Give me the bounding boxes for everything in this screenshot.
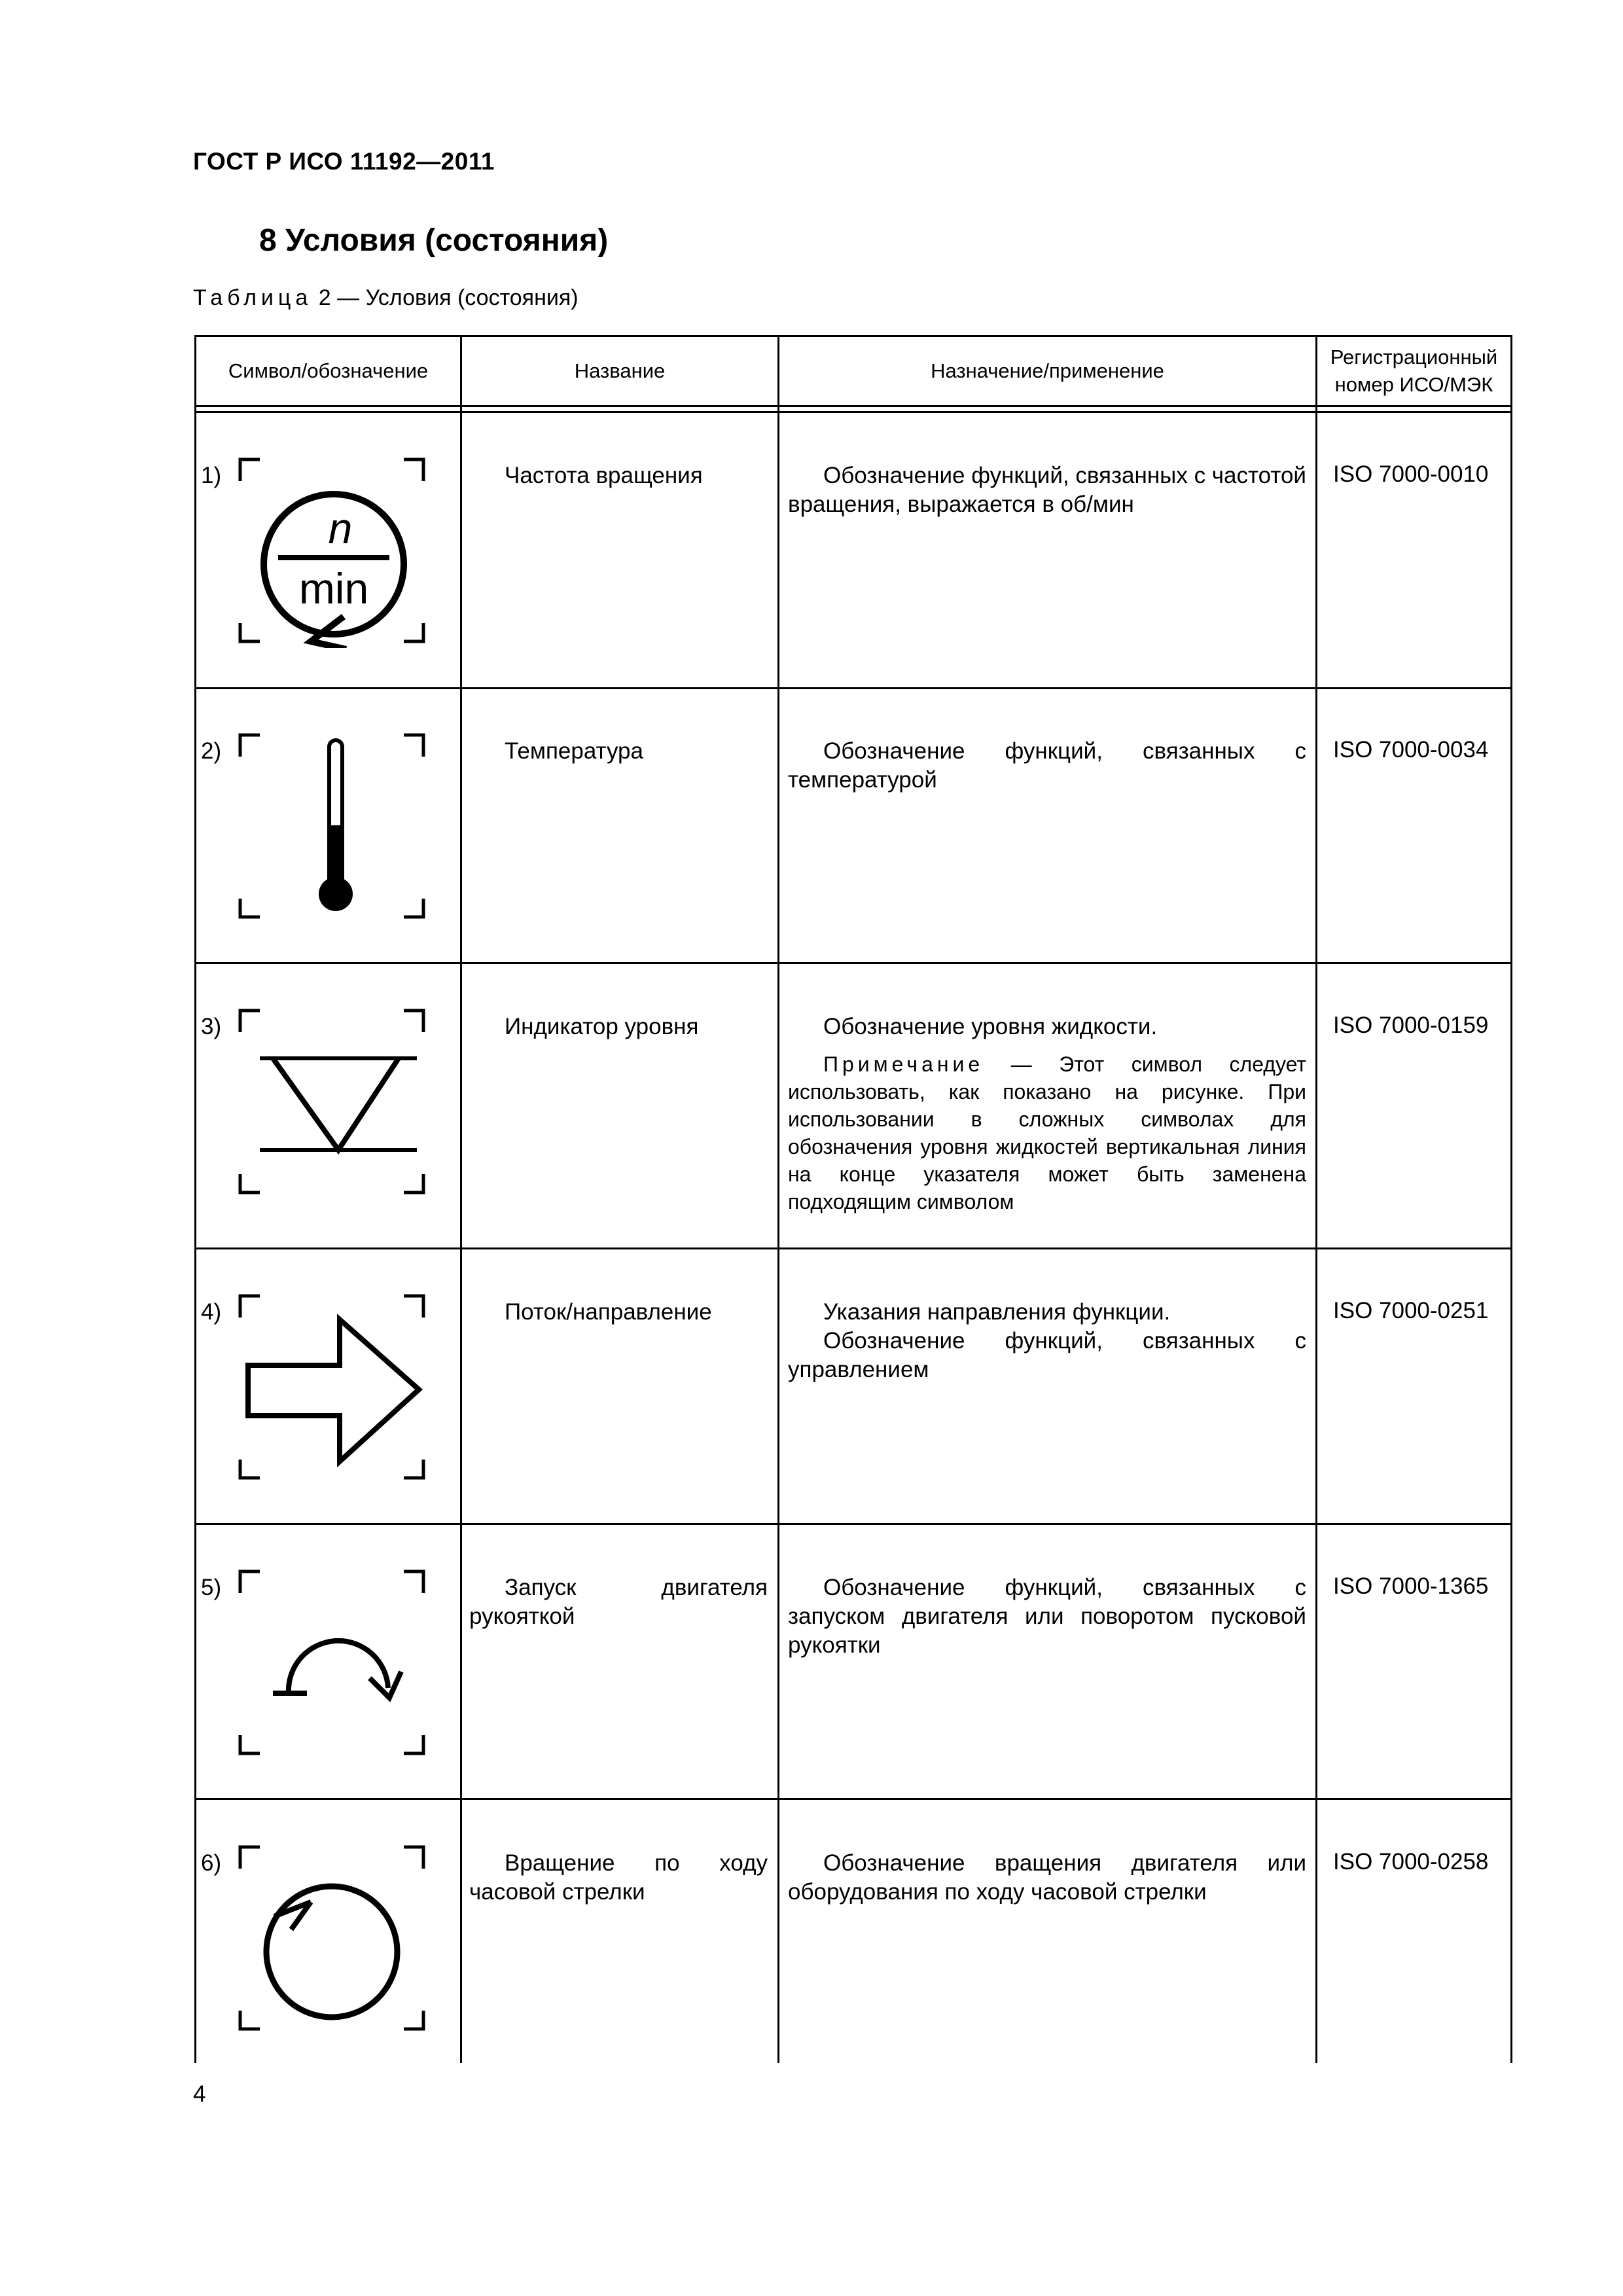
row-name-text: Вращение по ходу часовой стрелки: [469, 1850, 768, 1905]
row-name: [469, 1849, 768, 1907]
row-description-text: Обозначение вращения двигателя или оборудования по ходу часовой стрелки: [788, 1850, 1306, 1905]
col-header-purpose: Назначение/применение: [931, 359, 1164, 383]
row-name-text: Запуск двигателя рукояткой: [469, 1575, 768, 1629]
row-registration: ISO 7000-1365: [1333, 1573, 1489, 1599]
section-title-text: Условия (состояния): [285, 223, 609, 258]
row-description: [788, 1298, 1306, 1384]
row-description-text: Обозначение функций, связанных с частотой вращения, выражается в об/мин: [788, 463, 1306, 517]
row-description-text-2: Обозначение функций, связанных с управлением: [788, 1328, 1306, 1382]
section-number: 8: [259, 223, 277, 258]
row-description-text: Обозначение функций, связанных с температурой: [788, 738, 1306, 793]
col-header-name: Название: [574, 359, 666, 383]
note-heading: Примечание: [823, 1052, 984, 1076]
table-caption-title: Условия (состояния): [365, 285, 579, 310]
table-caption-number: 2: [318, 285, 331, 310]
row-number: 5): [201, 1575, 222, 1600]
conditions-table: [194, 335, 1512, 2063]
row-name: [469, 1573, 768, 1631]
col-header-symbol: Символ/обозначение: [228, 359, 429, 383]
row-name: [469, 737, 768, 766]
table-row: [194, 1524, 1512, 1799]
table-caption-dash: —: [337, 285, 360, 310]
row-name-text: Индикатор уровня: [505, 1014, 699, 1039]
row-registration: ISO 7000-0034: [1333, 737, 1489, 762]
symbol-min-text: min: [298, 564, 369, 613]
crank-start-icon: [234, 1564, 430, 1760]
header-rule-1: [194, 405, 1512, 407]
row-description-text: Указания направления функции.: [823, 1299, 1171, 1325]
page-number: 4: [193, 2081, 206, 2107]
row-registration: ISO 7000-0258: [1333, 1849, 1489, 1874]
row-description: [788, 461, 1306, 519]
row-number: 6): [201, 1850, 222, 1876]
row-description-text: Обозначение функций, связанных с запуском двигателя или поворотом пусковой рукоятки: [788, 1575, 1306, 1658]
row-description: [788, 1573, 1306, 1660]
row-name-text: Поток/направление: [505, 1299, 712, 1325]
row-description: [788, 737, 1306, 795]
table-row: [194, 412, 1512, 687]
row-description-text: Обозначение уровня жидкости.: [823, 1014, 1158, 1039]
row-number: 1): [201, 463, 222, 488]
table-row: [194, 963, 1512, 1247]
col-header-registration: Регистрационный номер ИСО/МЭК: [1330, 346, 1498, 396]
row-name: [469, 1298, 768, 1327]
row-registration: ISO 7000-0251: [1333, 1298, 1489, 1323]
thermometer-icon: [234, 727, 430, 924]
row-number: 3): [201, 1014, 222, 1039]
table-row: [194, 1800, 1512, 2063]
row-number: 2): [201, 738, 222, 764]
level-indicator-icon: [234, 1003, 430, 1199]
flow-direction-icon: [234, 1288, 430, 1484]
document-header: ГОСТ Р ИСО 11192—2011: [193, 148, 495, 175]
table-caption: [193, 285, 579, 311]
table-caption-label: Таблица: [193, 285, 313, 310]
clockwise-rotation-icon: [234, 1839, 430, 2036]
row-number: 4): [201, 1299, 222, 1325]
section-title: [259, 223, 608, 259]
row-registration: ISO 7000-0159: [1333, 1013, 1489, 1038]
row-name-text: Частота вращения: [505, 463, 703, 488]
row-name: [469, 461, 768, 490]
note-text: — Этот символ следует использовать, как показано на рисунке. При использовании в сложных символах для обозначения уровня жидкостей вертикальная линия на конце указателя может быть заменена подходящим символом: [788, 1052, 1307, 1213]
rotational-speed-icon: [234, 452, 430, 648]
row-name: [469, 1013, 768, 1041]
symbol-n-text: n: [328, 504, 353, 552]
table-row: [194, 1249, 1512, 1524]
row-description: [788, 1849, 1306, 1907]
row-description: [788, 1013, 1306, 1215]
row-registration: ISO 7000-0010: [1333, 461, 1489, 487]
table-row: [194, 688, 1512, 963]
row-name-text: Температура: [505, 738, 643, 764]
row-note: [788, 1050, 1306, 1215]
